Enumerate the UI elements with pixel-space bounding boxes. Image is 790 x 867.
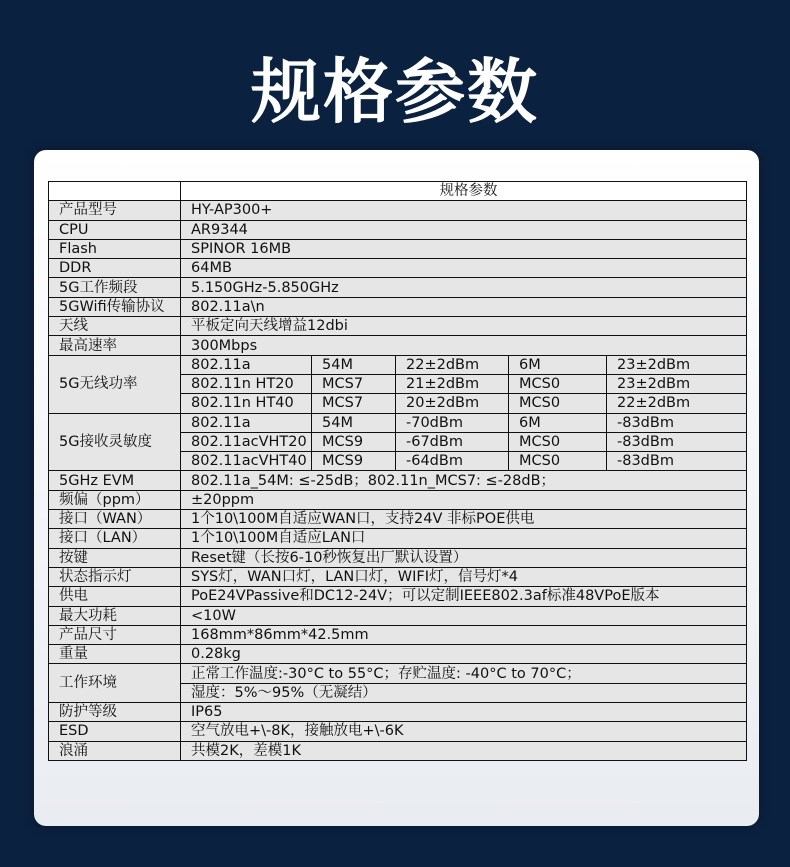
sensitivity-cell: MCS9 — [312, 452, 396, 471]
spec-label: 最高速率 — [49, 336, 181, 355]
power-cell: MCS7 — [312, 394, 396, 413]
spec-row — [49, 567, 747, 586]
sensitivity-cell: -70dBm — [396, 413, 509, 432]
power-cell: 23±2dBm — [607, 355, 747, 374]
sensitivity-cell: -83dBm — [607, 452, 747, 471]
spec-label: 防护等级 — [49, 703, 181, 722]
power-cell: 6M — [509, 355, 607, 374]
power-cell: 802.11n HT20 — [181, 374, 312, 393]
spec-value: ±20ppm — [181, 490, 747, 509]
spec-row — [49, 201, 747, 220]
power-cell: 22±2dBm — [396, 355, 509, 374]
header-blank-cell — [49, 182, 181, 201]
spec-value: 168mm*86mm*42.5mm — [181, 625, 747, 644]
spec-row — [49, 490, 747, 509]
spec-row — [49, 471, 747, 490]
spec-value: IP65 — [181, 703, 747, 722]
power-label: 5G无线功率 — [49, 355, 181, 413]
spec-label: Flash — [49, 239, 181, 258]
environment-value: 正常工作温度:-30°C to 55°C；存贮温度: -40°C to 70°C； — [181, 664, 747, 683]
spec-value: Reset键（长按6-10秒恢复出厂默认设置） — [181, 548, 747, 567]
spec-label: 重量 — [49, 645, 181, 664]
spec-label: 接口（LAN） — [49, 529, 181, 548]
sensitivity-cell: MCS0 — [509, 452, 607, 471]
sensitivity-cell: 6M — [509, 413, 607, 432]
spec-value: 802.11a\n — [181, 297, 747, 316]
power-cell: MCS0 — [509, 374, 607, 393]
sensitivity-cell: -64dBm — [396, 452, 509, 471]
spec-label: 供电 — [49, 587, 181, 606]
power-cell: 802.11a — [181, 355, 312, 374]
power-cell: 802.11n HT40 — [181, 394, 312, 413]
spec-label: 按键 — [49, 548, 181, 567]
power-cell: 54M — [312, 355, 396, 374]
spec-label: 产品尺寸 — [49, 625, 181, 644]
spec-value: <10W — [181, 606, 747, 625]
spec-value: 空气放电+\-8K，接触放电+\-6K — [181, 722, 747, 741]
power-cell: MCS0 — [509, 394, 607, 413]
spec-row — [49, 645, 747, 664]
spec-label: 产品型号 — [49, 201, 181, 220]
power-cell: 21±2dBm — [396, 374, 509, 393]
power-cell: MCS7 — [312, 374, 396, 393]
spec-label: 天线 — [49, 317, 181, 336]
spec-value: 1个10\100M自适应WAN口，支持24V 非标POE供电 — [181, 510, 747, 529]
power-cell: 23±2dBm — [607, 374, 747, 393]
spec-label: DDR — [49, 259, 181, 278]
environment-row — [49, 664, 747, 683]
spec-row — [49, 548, 747, 567]
spec-label: 5G工作频段 — [49, 278, 181, 297]
spec-row — [49, 529, 747, 548]
spec-row — [49, 239, 747, 258]
spec-label: 浪涌 — [49, 741, 181, 760]
spec-label: 5GWifi传输协议 — [49, 297, 181, 316]
environment-label: 工作环境 — [49, 664, 181, 703]
spec-value: 1个10\100M自适应LAN口 — [181, 529, 747, 548]
spec-label: 5GHz EVM — [49, 471, 181, 490]
spec-value: 平板定向天线增益12dbi — [181, 317, 747, 336]
spec-row — [49, 297, 747, 316]
spec-value: 共模2K，差模1K — [181, 741, 747, 760]
spec-row — [49, 587, 747, 606]
spec-label: ESD — [49, 722, 181, 741]
sensitivity-cell: MCS9 — [312, 432, 396, 451]
spec-value: 300Mbps — [181, 336, 747, 355]
environment-value: 湿度：5%～95%（无凝结） — [181, 683, 747, 702]
sensitivity-cell: 54M — [312, 413, 396, 432]
spec-value: 802.11a_54M: ≤-25dB；802.11n_MCS7: ≤-28dB； — [181, 471, 747, 490]
sensitivity-cell: -67dBm — [396, 432, 509, 451]
table-header-row — [49, 182, 747, 201]
spec-value: 0.28kg — [181, 645, 747, 664]
sensitivity-cell: MCS0 — [509, 432, 607, 451]
spec-label: 接口（WAN） — [49, 510, 181, 529]
spec-row — [49, 278, 747, 297]
sensitivity-cell: 802.11acVHT40 — [181, 452, 312, 471]
spec-value: 5.150GHz-5.850GHz — [181, 278, 747, 297]
spec-row — [49, 722, 747, 741]
sensitivity-label: 5G接收灵敏度 — [49, 413, 181, 471]
spec-table — [48, 181, 747, 761]
spec-row — [49, 259, 747, 278]
spec-value: PoE24VPassive和DC12-24V；可以定制IEEE802.3af标准48VPoE版本 — [181, 587, 747, 606]
spec-label: CPU — [49, 220, 181, 239]
sensitivity-row — [49, 413, 747, 432]
sensitivity-cell: 802.11a — [181, 413, 312, 432]
spec-row — [49, 336, 747, 355]
sensitivity-cell: 802.11acVHT20 — [181, 432, 312, 451]
spec-value: SYS灯，WAN口灯，LAN口灯，WIFI灯，信号灯*4 — [181, 567, 747, 586]
spec-row — [49, 703, 747, 722]
spec-label: 最大功耗 — [49, 606, 181, 625]
spec-row — [49, 606, 747, 625]
table-header: 规格参数 — [181, 182, 747, 201]
spec-row — [49, 625, 747, 644]
power-row — [49, 355, 747, 374]
spec-value: 64MB — [181, 259, 747, 278]
power-cell: 20±2dBm — [396, 394, 509, 413]
spec-row — [49, 220, 747, 239]
power-cell: 22±2dBm — [607, 394, 747, 413]
spec-value: SPINOR 16MB — [181, 239, 747, 258]
spec-row — [49, 741, 747, 760]
spec-value: AR9344 — [181, 220, 747, 239]
sensitivity-cell: -83dBm — [607, 432, 747, 451]
page-title: 规格参数 — [251, 51, 539, 133]
spec-label: 频偏（ppm） — [49, 490, 181, 509]
spec-value: HY-AP300+ — [181, 201, 747, 220]
spec-row — [49, 317, 747, 336]
sensitivity-cell: -83dBm — [607, 413, 747, 432]
spec-label: 状态指示灯 — [49, 567, 181, 586]
spec-row — [49, 510, 747, 529]
